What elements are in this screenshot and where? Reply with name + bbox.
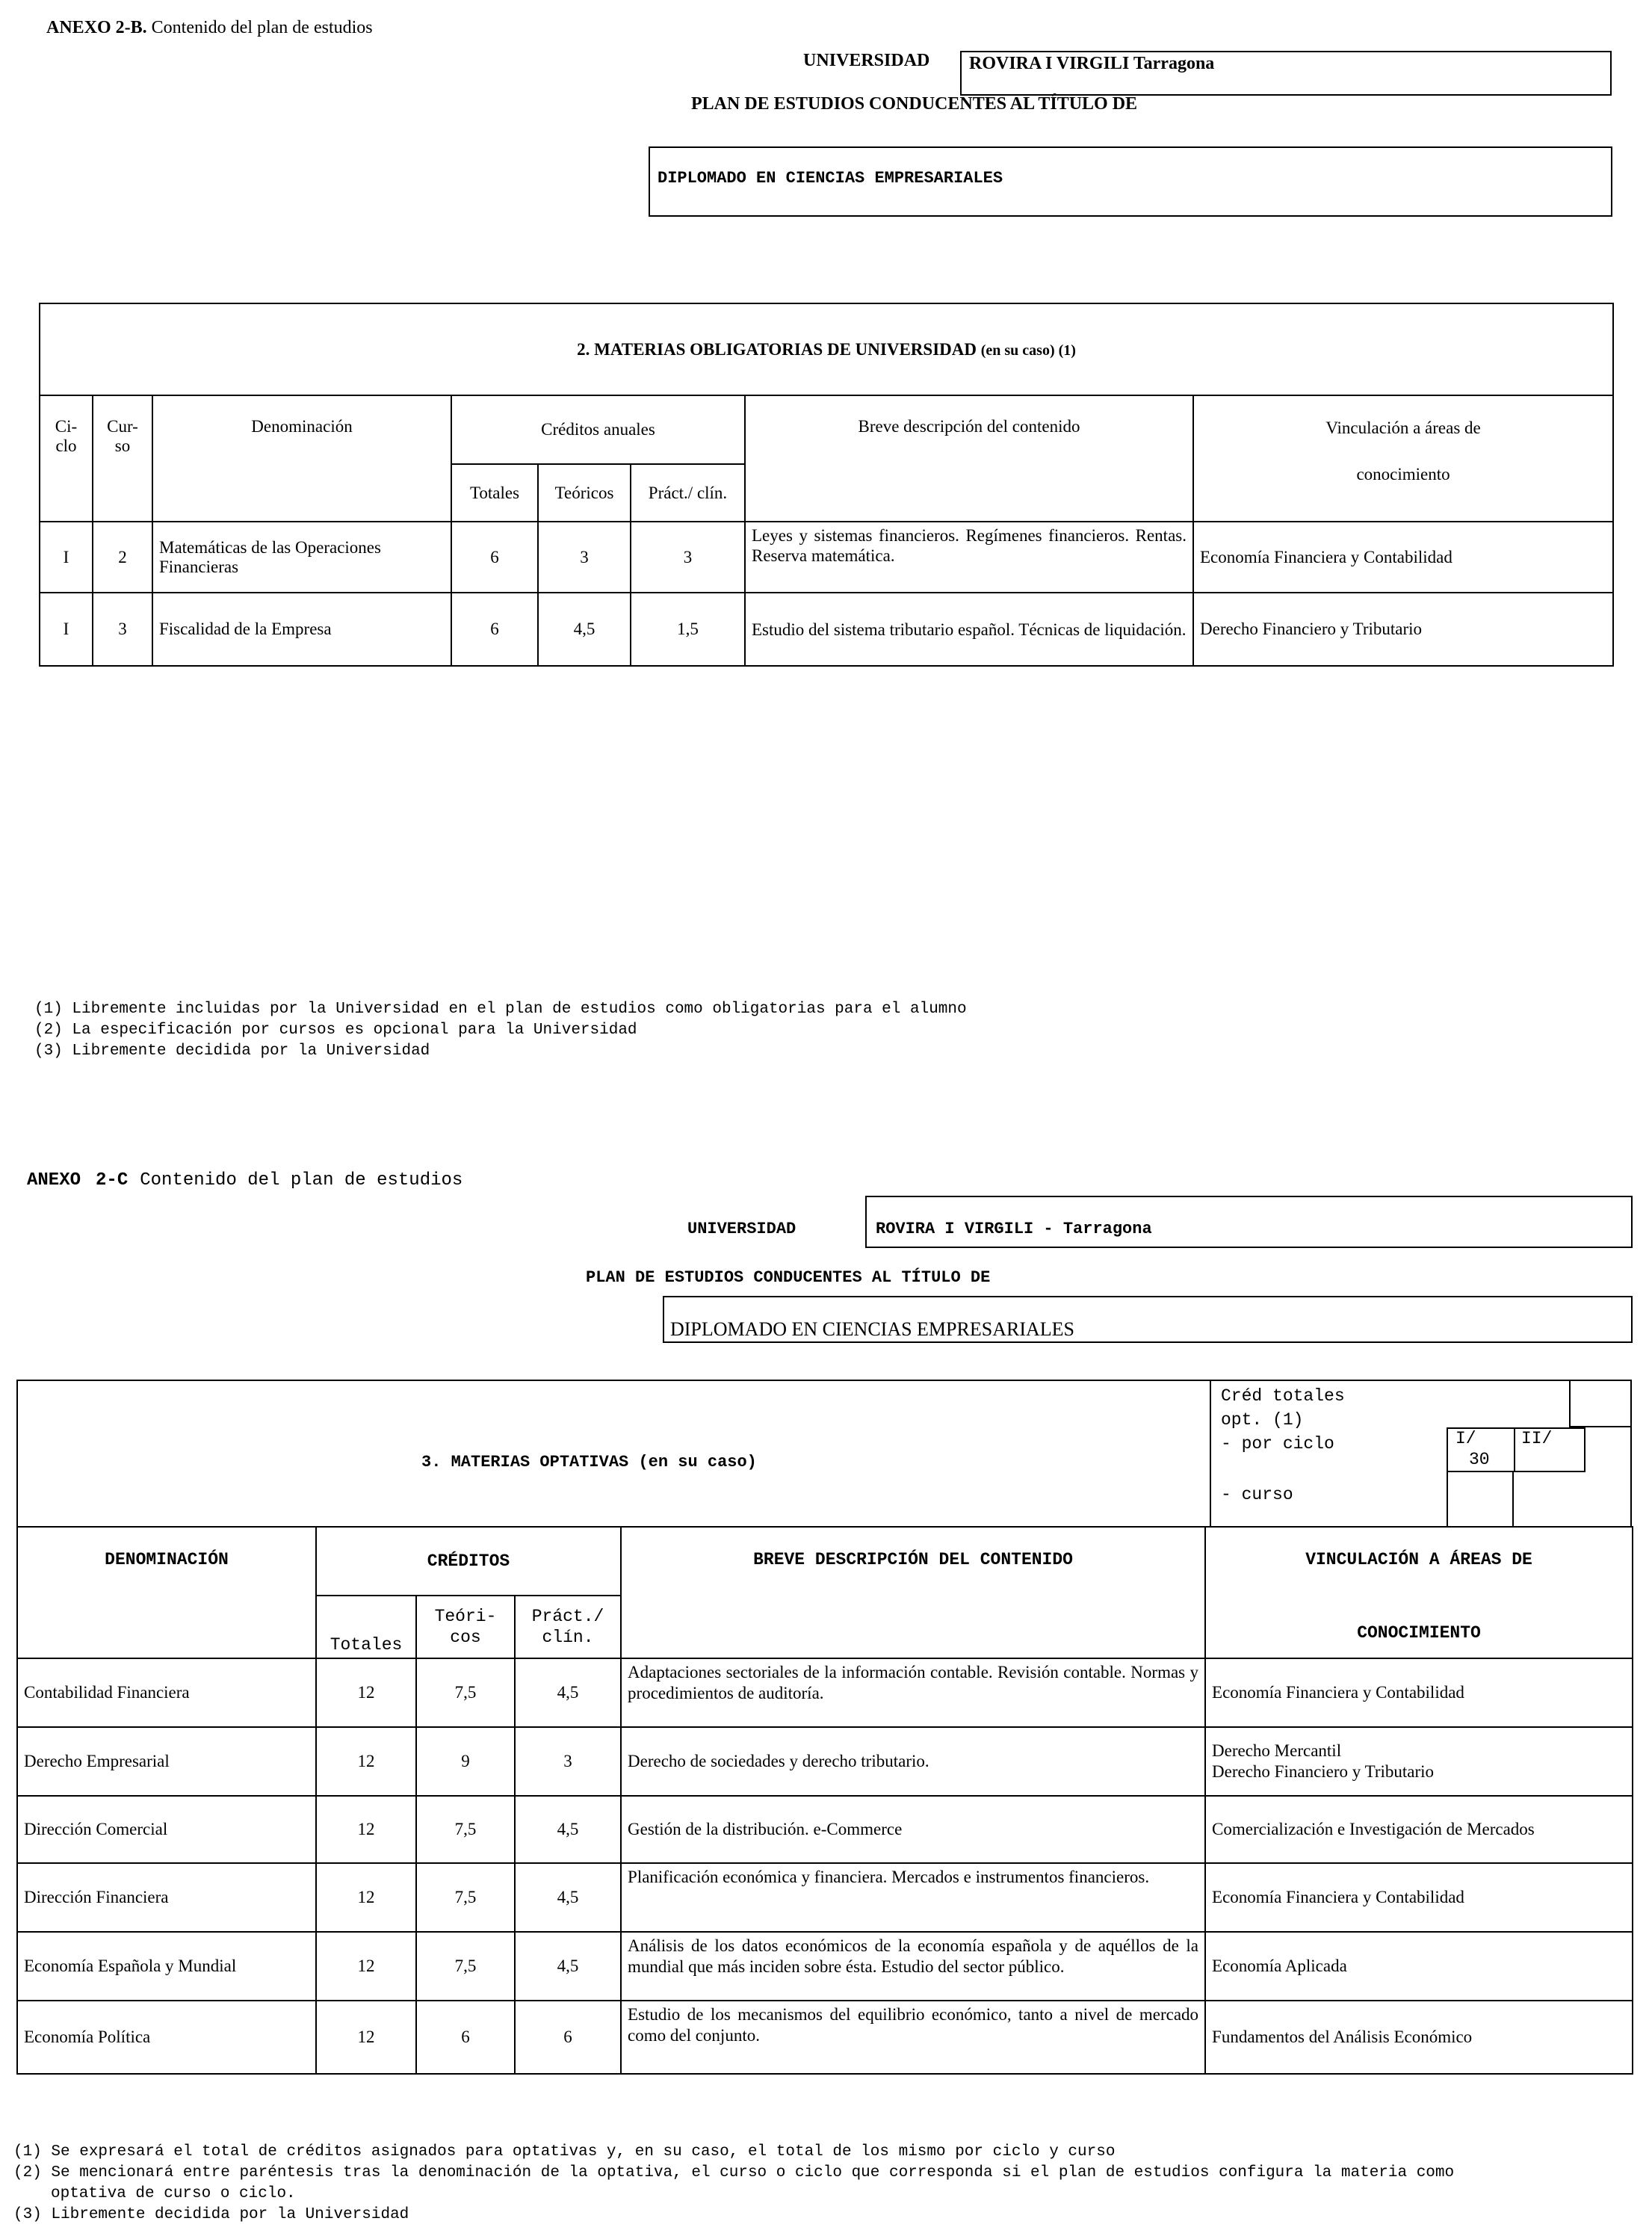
header-vinculacion-line2: CONOCIMIENTO — [1357, 1623, 1481, 1643]
header-denominacion: Denominación — [152, 395, 451, 522]
divider — [1569, 1380, 1571, 1426]
cell-teoricos: 7,5 — [416, 1932, 515, 2001]
cell-denominacion: Dirección Financiera — [17, 1863, 316, 1932]
cell-totales: 6 — [451, 522, 538, 593]
cell-descripcion: Análisis de los datos económicos de la economía española y de aquéllos de la mundial que más inciden sobre ésta. Estudio del sector público. — [621, 1932, 1205, 2001]
annex-b-university-box — [960, 51, 1612, 96]
cell-descripcion: Estudio de los mecanismos del equilibrio económico, tanto a nivel de mercado como del conjunto. — [621, 2001, 1205, 2074]
curso-label: - curso — [1221, 1485, 1293, 1504]
cycle-i-label: I/ — [1455, 1429, 1476, 1448]
cell-denominacion: Economía Política — [17, 2001, 316, 2074]
annex-c-university-label: UNIVERSIDAD — [687, 1220, 796, 1238]
cell-denominacion: Contabilidad Financiera — [17, 1658, 316, 1727]
divider — [1447, 1471, 1448, 1528]
cred-totales-label-2: opt. (1) — [1221, 1410, 1304, 1430]
cell-vinculacion-line2: Derecho Financiero y Tributario — [1212, 1762, 1435, 1781]
table-row — [17, 1658, 1633, 1727]
cell-ciclo: I — [40, 522, 93, 593]
annex-b-university-label: UNIVERSIDAD — [803, 51, 930, 70]
cell-descripcion: Adaptaciones sectoriales de la información contable. Revisión contable. Normas y procedimientos de auditoría. — [621, 1658, 1205, 1727]
header-teoricos: Teóricos — [538, 464, 631, 522]
cell-curso: 3 — [93, 593, 152, 666]
annex-c-heading-label: ANEXO — [27, 1170, 81, 1190]
annex-c-footnotes — [13, 2142, 1454, 2226]
annex-c-table-title — [421, 1453, 757, 1471]
cell-vinculacion: Fundamentos del Análisis Económico — [1205, 2001, 1633, 2074]
cell-totales: 12 — [316, 1658, 416, 1727]
annex-c-table-title-text: 3. MATERIAS OPTATIVAS (en su caso) — [421, 1453, 757, 1471]
header-practicos: Práct./ clín. — [515, 1596, 621, 1658]
cell-denominacion: Economía Española y Mundial — [17, 1932, 316, 2001]
header-creditos: Créditos anuales — [451, 395, 745, 464]
annex-b-heading-text: Contenido del plan de estudios — [151, 18, 373, 37]
annex-c-university-value: ROVIRA I VIRGILI - Tarragona — [876, 1220, 1152, 1238]
annex-b-footnotes — [34, 999, 967, 1062]
header-descripcion: Breve descripción del contenido — [745, 395, 1193, 522]
cell-vinculacion: Comercialización e Investigación de Mercados — [1205, 1796, 1633, 1863]
annex-b-table — [39, 303, 1614, 667]
cell-denominacion: Dirección Comercial — [17, 1796, 316, 1863]
cell-descripcion: Leyes y sistemas financieros. Regímenes financieros. Rentas. Reserva matemática. — [745, 522, 1193, 593]
cell-vinculacion-line1: Derecho Mercantil — [1212, 1741, 1342, 1760]
cell-practicos: 1,5 — [631, 593, 745, 666]
footnote: (1) Se expresará el total de créditos asignados para optativas y, en su caso, el total de los mismo por ciclo y curso — [13, 2143, 1116, 2161]
por-ciclo-label: - por ciclo — [1221, 1434, 1334, 1454]
annex-b-university-value: ROVIRA I VIRGILI Tarragona — [969, 54, 1215, 73]
cell-totales: 12 — [316, 2001, 416, 2074]
cell-practicos: 4,5 — [515, 1932, 621, 2001]
cell-totales: 12 — [316, 1932, 416, 2001]
cell-practicos: 4,5 — [515, 1863, 621, 1932]
footnote: (3) Libremente decidida por la Universidad — [34, 1043, 430, 1060]
footnote: (2) La especificación por cursos es opcional para la Universidad — [34, 1022, 637, 1039]
header-ciclo: Ci- clo — [40, 395, 93, 522]
table-row — [17, 1863, 1633, 1932]
cred-totales-label: Créd totales — [1221, 1386, 1345, 1406]
cell-denominacion: Fiscalidad de la Empresa — [152, 593, 451, 666]
header-practicos: Práct./ clín. — [631, 464, 745, 522]
annex-b-degree-box — [649, 146, 1612, 217]
header-vinculacion — [1193, 395, 1613, 522]
header-vinculacion-line1: Vinculación a áreas de — [1325, 419, 1481, 437]
cell-ciclo: I — [40, 593, 93, 666]
cell-totales: 12 — [316, 1727, 416, 1796]
annex-b-heading-label: ANEXO 2-B. — [46, 18, 147, 37]
cell-teoricos: 7,5 — [416, 1796, 515, 1863]
annex-b-plan-label: PLAN DE ESTUDIOS CONDUCENTES AL TÍTULO DE — [691, 94, 1138, 114]
cell-denominacion: Derecho Empresarial — [17, 1727, 316, 1796]
cycle-grid — [1447, 1427, 1586, 1472]
table-row — [40, 593, 1613, 666]
cell-teoricos: 3 — [538, 522, 631, 593]
table-row — [17, 2001, 1633, 2074]
cell-descripcion: Gestión de la distribución. e-Commerce — [621, 1796, 1205, 1863]
cell-descripcion: Planificación económica y financiera. Mercados e instrumentos financieros. — [621, 1863, 1205, 1932]
annex-c-degree-box — [663, 1296, 1633, 1343]
header-vinculacion-line1: VINCULACIÓN A ÁREAS DE — [1305, 1550, 1532, 1569]
header-descripcion: BREVE DESCRIPCIÓN DEL CONTENIDO — [621, 1527, 1205, 1658]
divider — [1512, 1471, 1514, 1528]
cell-vinculacion: Economía Aplicada — [1205, 1932, 1633, 2001]
cell-teoricos: 4,5 — [538, 593, 631, 666]
header-creditos: CRÉDITOS — [316, 1527, 621, 1596]
cell-curso: 2 — [93, 522, 152, 593]
table-row — [17, 1727, 1633, 1796]
cred-totales-block — [1221, 1384, 1345, 1507]
cell-totales: 6 — [451, 593, 538, 666]
cell-teoricos: 7,5 — [416, 1658, 515, 1727]
annex-c-university-box — [865, 1196, 1633, 1248]
header-vinculacion-line2: conocimiento — [1356, 465, 1450, 484]
cell-totales: 12 — [316, 1796, 416, 1863]
annex-c-degree-value: DIPLOMADO EN CIENCIAS EMPRESARIALES — [670, 1318, 1074, 1340]
cell-practicos: 4,5 — [515, 1658, 621, 1727]
header-denominacion: DENOMINACIÓN — [17, 1527, 316, 1658]
cell-denominacion: Matemáticas de las Operaciones Financieras — [152, 522, 451, 593]
annex-c-heading-text: Contenido del plan de estudios — [140, 1170, 463, 1190]
cell-practicos: 4,5 — [515, 1796, 621, 1863]
annex-c-table — [16, 1526, 1633, 2075]
footnote: (3) Libremente decidida por la Universidad — [13, 2206, 409, 2223]
table-row — [40, 522, 1613, 593]
annex-b-table-title-suffix: (en su caso) (1) — [980, 342, 1076, 359]
header-vinculacion — [1205, 1527, 1633, 1658]
annex-c-table-top — [16, 1380, 1632, 1528]
annex-b-degree-value: DIPLOMADO EN CIENCIAS EMPRESARIALES — [658, 169, 1003, 188]
cycle-i-value: 30 — [1469, 1450, 1490, 1469]
annex-b-table-title — [40, 303, 1613, 395]
footnote: (1) Libremente incluidas por la Universidad en el plan de estudios como obligatorias para el alumno — [34, 1001, 967, 1018]
footnote: optativa de curso o ciclo. — [51, 2185, 296, 2202]
cell-descripcion: Derecho de sociedades y derecho tributario. — [621, 1727, 1205, 1796]
annex-b-heading — [46, 18, 373, 38]
cell-descripcion: Estudio del sistema tributario español. Técnicas de liquidación. — [745, 593, 1193, 666]
table-row — [17, 1796, 1633, 1863]
cell-teoricos: 6 — [416, 2001, 515, 2074]
header-teoricos: Teóri- cos — [416, 1596, 515, 1658]
cycle-ii-label: II/ — [1521, 1429, 1553, 1448]
cell-practicos: 3 — [515, 1727, 621, 1796]
header-curso: Cur- so — [93, 395, 152, 522]
footnote: (2) Se mencionará entre paréntesis tras la denominación de la optativa, el curso o ciclo que corresponda si el plan de estudios configura la materia como — [13, 2164, 1455, 2181]
annex-c-heading — [27, 1170, 463, 1190]
cell-vinculacion: Economía Financiera y Contabilidad — [1205, 1658, 1633, 1727]
annex-b-table-title-text: 2. MATERIAS OBLIGATORIAS DE UNIVERSIDAD — [577, 339, 977, 359]
cell-teoricos: 9 — [416, 1727, 515, 1796]
header-totales: Totales — [451, 464, 538, 522]
cell-vinculacion: Economía Financiera y Contabilidad — [1193, 522, 1613, 593]
annex-c-plan-label: PLAN DE ESTUDIOS CONDUCENTES AL TÍTULO DE — [586, 1268, 991, 1287]
cell-vinculacion — [1205, 1727, 1633, 1796]
divider — [1210, 1380, 1211, 1528]
header-totales: Totales — [316, 1596, 416, 1658]
cell-teoricos: 7,5 — [416, 1863, 515, 1932]
cell-vinculacion: Economía Financiera y Contabilidad — [1205, 1863, 1633, 1932]
cell-practicos: 3 — [631, 522, 745, 593]
cell-practicos: 6 — [515, 2001, 621, 2074]
annex-c-heading-num: 2-C — [96, 1170, 129, 1190]
cell-vinculacion: Derecho Financiero y Tributario — [1193, 593, 1613, 666]
table-row — [17, 1932, 1633, 2001]
cell-totales: 12 — [316, 1863, 416, 1932]
